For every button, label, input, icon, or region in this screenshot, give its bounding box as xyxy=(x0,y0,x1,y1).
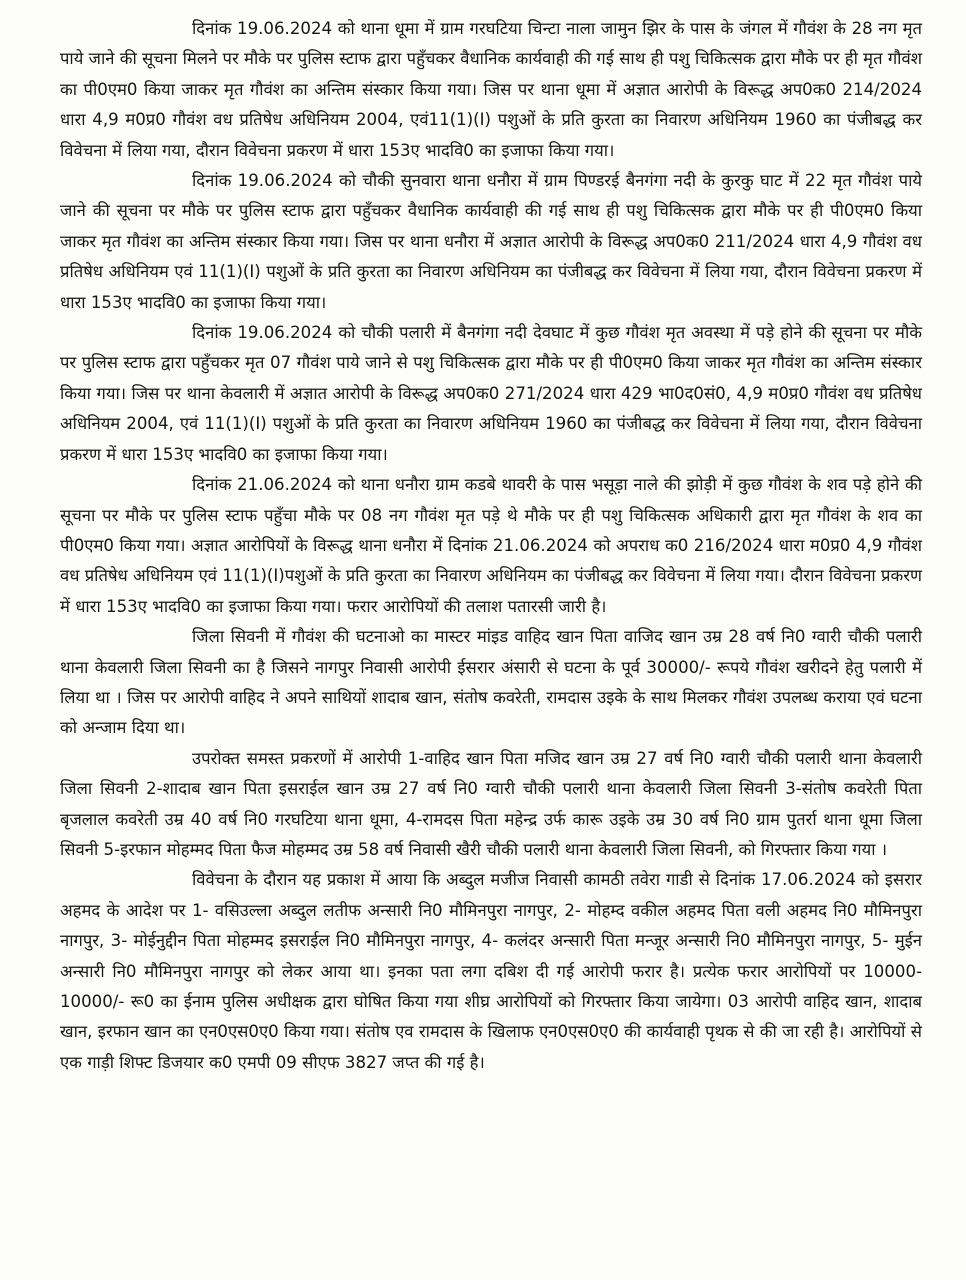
paragraph-incident-sunwara: दिनांक 19.06.2024 को चौकी सुनवारा थाना धनौरा में ग्राम पिण्डरई बैनगंगा नदी के कुरकु घाट में 22 मृत गौवंश पाये जाने की सूचना पर मौके पर पुलिस स्टाफ द्वारा पहुँचकर वैधानिक कार्यवाही की गई साथ ही पशु चिकित्सक द्वारा मौके पर ही पी0एम0 किया जाकर मृत गौवंश का अन्तिम संस्कार किया गया। जिस पर थाना धनौरा में अज्ञात आरोपी के विरूद्ध अप0क0 211/2024 धारा 4,9 गौवंश वध प्रतिषेध अधिनियम एवं 11(1)(I) पशुओं के प्रति कुरता का निवारण अधिनियम का पंजीबद्ध कर विवेचना में लिया गया, दौरान विवेचना प्रकरण में धारा 153ए भादवि0 का इजाफा किया गया। xyxy=(60,171,922,312)
paragraph-incident-dhanora: दिनांक 21.06.2024 को थाना धनौरा ग्राम कडबे थावरी के पास भसूड़ा नाले की झोड़ी में कुछ गौवंश के शव पड़े होने की सूचना पर मौके पर पुलिस स्टाफ पहुँचा मौके पर 08 नग गौवंश मृत पड़े थे मौके पर ही पशु चिकित्सक अधिकारी द्वारा मृत गौवंश के शव का पी0एम0 किया गया। अज्ञात आरोपियों के विरूद्ध थाना धनौरा में दिनांक 21.06.2024 को अपराध क0 216/2024 धारा म0प्र0 4,9 गौवंश वध प्रतिषेध अधिनियम एवं 11(1)(I)पशुओं के प्रति कुरता का निवारण अधिनियम का पंजीबद्ध कर विवेचना में लिया गया। दौरान विवेचना प्रकरण में धारा 153ए भादवि0 का इजाफा किया गया। फरार आरोपियों की तलाश पतारसी जारी है। xyxy=(60,475,922,616)
paragraph-incident-palari: दिनांक 19.06.2024 को चौकी पलारी में बैनगंगा नदी देवघाट में कुछ गौवंश मृत अवस्था में पड़े होने की सूचना पर मौके पर पुलिस स्टाफ द्वारा पहुँचकर मृत 07 गौवंश पाये जाने से पशु चिकित्सक द्वारा मौके पर ही पी0एम0 किया जाकर मृत गौवंश का अन्तिम संस्कार किया गया। जिस पर थाना केवलारी में अज्ञात आरोपी के विरूद्ध अप0क0 271/2024 धारा 429 भा0द0सं0, 4,9 म0प्र0 गौवंश वध प्रतिषेध अधिनियम 2004, एवं 11(1)(I) पशुओं के प्रति कुरता का निवारण अधिनियम 1960 का पंजीबद्ध कर विवेचना में लिया गया, दौरान विवेचना प्रकरण में धारा 153ए भादवि0 का इजाफा किया गया। xyxy=(60,323,922,464)
paragraph-mastermind: जिला सिवनी में गौवंश की घटनाओ का मास्टर मांइड वाहिद खान पिता वाजिद खान उम्र 28 वर्ष नि0 ग्वारी चौकी पलारी थाना केवलारी जिला सिवनी का है जिसने नागपुर निवासी आरोपी ईसरार अंसारी से घटना के पूर्व 30000/- रूपये गौवंश खरीदने हेतु पलारी में लिया था । जिस पर आरोपी वाहिद ने अपने साथियों शादाब खान, संतोष कवरेती, रामदास उइके के साथ मिलकर गौवंश उपलब्ध कराया एवं घटना को अन्जाम दिया था। xyxy=(60,627,922,738)
paragraph-investigation-findings: विवेचना के दौरान यह प्रकाश में आया कि अब्दुल मजीज निवासी कामठी तवेरा गाडी से दिनांक 17.06.2024 को इसरार अहमद के आदेश पर 1- वसिउल्ला अब्दुल लतीफ अन्सारी नि0 मौमिनपुरा नागपुर, 2- मोहम्द वकील अहमद पिता वली अहमद नि0 मौमिनपुरा नागपुर, 3- मोईनुद्दीन पिता मोहम्मद इसराईल नि0 मौमिनपुरा नागपुर, 4- कलंदर अन्सारी पिता मन्जूर अन्सारी नि0 मौमिनपुरा नागपुर, 5- मुईन अन्सारी नि0 मौमिनपुरा नागपुर को लेकर आया था। इनका पता लगा दबिश दी गई आरोपी फरार है। प्रत्येक फरार आरोपियों पर 10000-10000/- रू0 का ईनाम पुलिस अधीक्षक द्वारा घोषित किया गया शीघ्र आरोपियों को गिरफ्तार किया जायेगा। 03 आरोपी वाहिद खान, शादाब खान, इरफान खान का एन0एस0ए0 किया गया। संतोष एव रामदास के खिलाफ एन0एस0ए0 की कार्यवाही पृथक से की जा रही है। आरोपियों से एक गाड़ी शिफ्ट डिजयार क0 एमपी 09 सीएफ 3827 जप्त की गई है। xyxy=(60,870,922,1072)
paragraph-arrested-accused: उपरोक्त समस्त प्रकरणों में आरोपी 1-वाहिद खान पिता मजिद खान उम्र 27 वर्ष नि0 ग्वारी चौकी पलारी थाना केवलारी जिला सिवनी 2-शादाब खान पिता इसराईल खान उम्र 27 वर्ष नि0 ग्वारी चौकी पलारी थाना केवलारी जिला सिवनी 3-संतोष कवरेती पिता बृजलाल कवरेती उम्र 40 वर्ष नि0 गरघटिया थाना धूमा, 4-रामदस पिता महेन्द्र उर्फ कारू उइके उम्र 30 वर्ष नि0 ग्राम पुतर्रा थाना धूमा जिला सिवनी 5-इरफान मोहम्मद पिता फैज मोहम्मद उम्र 58 वर्ष निवासी खैरी चौकी पलारी थाना केवलारी जिला सिवनी, को गिरफ्तार किया गया । xyxy=(60,748,922,859)
document-body xyxy=(60,14,922,1078)
paragraph-incident-dhuma: दिनांक 19.06.2024 को थाना धूमा में ग्राम गरघटिया चिन्टा नाला जामुन झिर के पास के जंगल में गौवंश के 28 नग मृत पाये जाने की सूचना मिलने पर मौके पर पुलिस स्टाफ द्वारा पहुँचकर वैधानिक कार्यवाही की गई साथ ही पशु चिकित्सक द्वारा मौके पर ही मृत गौवंश का पी0एम0 किया जाकर मृत गौवंश का अन्तिम संस्कार किया गया। जिस पर थाना धूमा में अज्ञात आरोपी के विरूद्ध अप0क0 214/2024 धारा 4,9 म0प्र0 गौवंश वध प्रतिषेध अधिनियम 2004, एवं11(1)(I) पशुओं के प्रति कुरता का निवारण अधिनियम 1960 का पंजीबद्ध कर विवेचना में लिया गया, दौरान विवेचना प्रकरण में धारा 153ए भादवि0 का इजाफा किया गया। xyxy=(60,19,922,160)
